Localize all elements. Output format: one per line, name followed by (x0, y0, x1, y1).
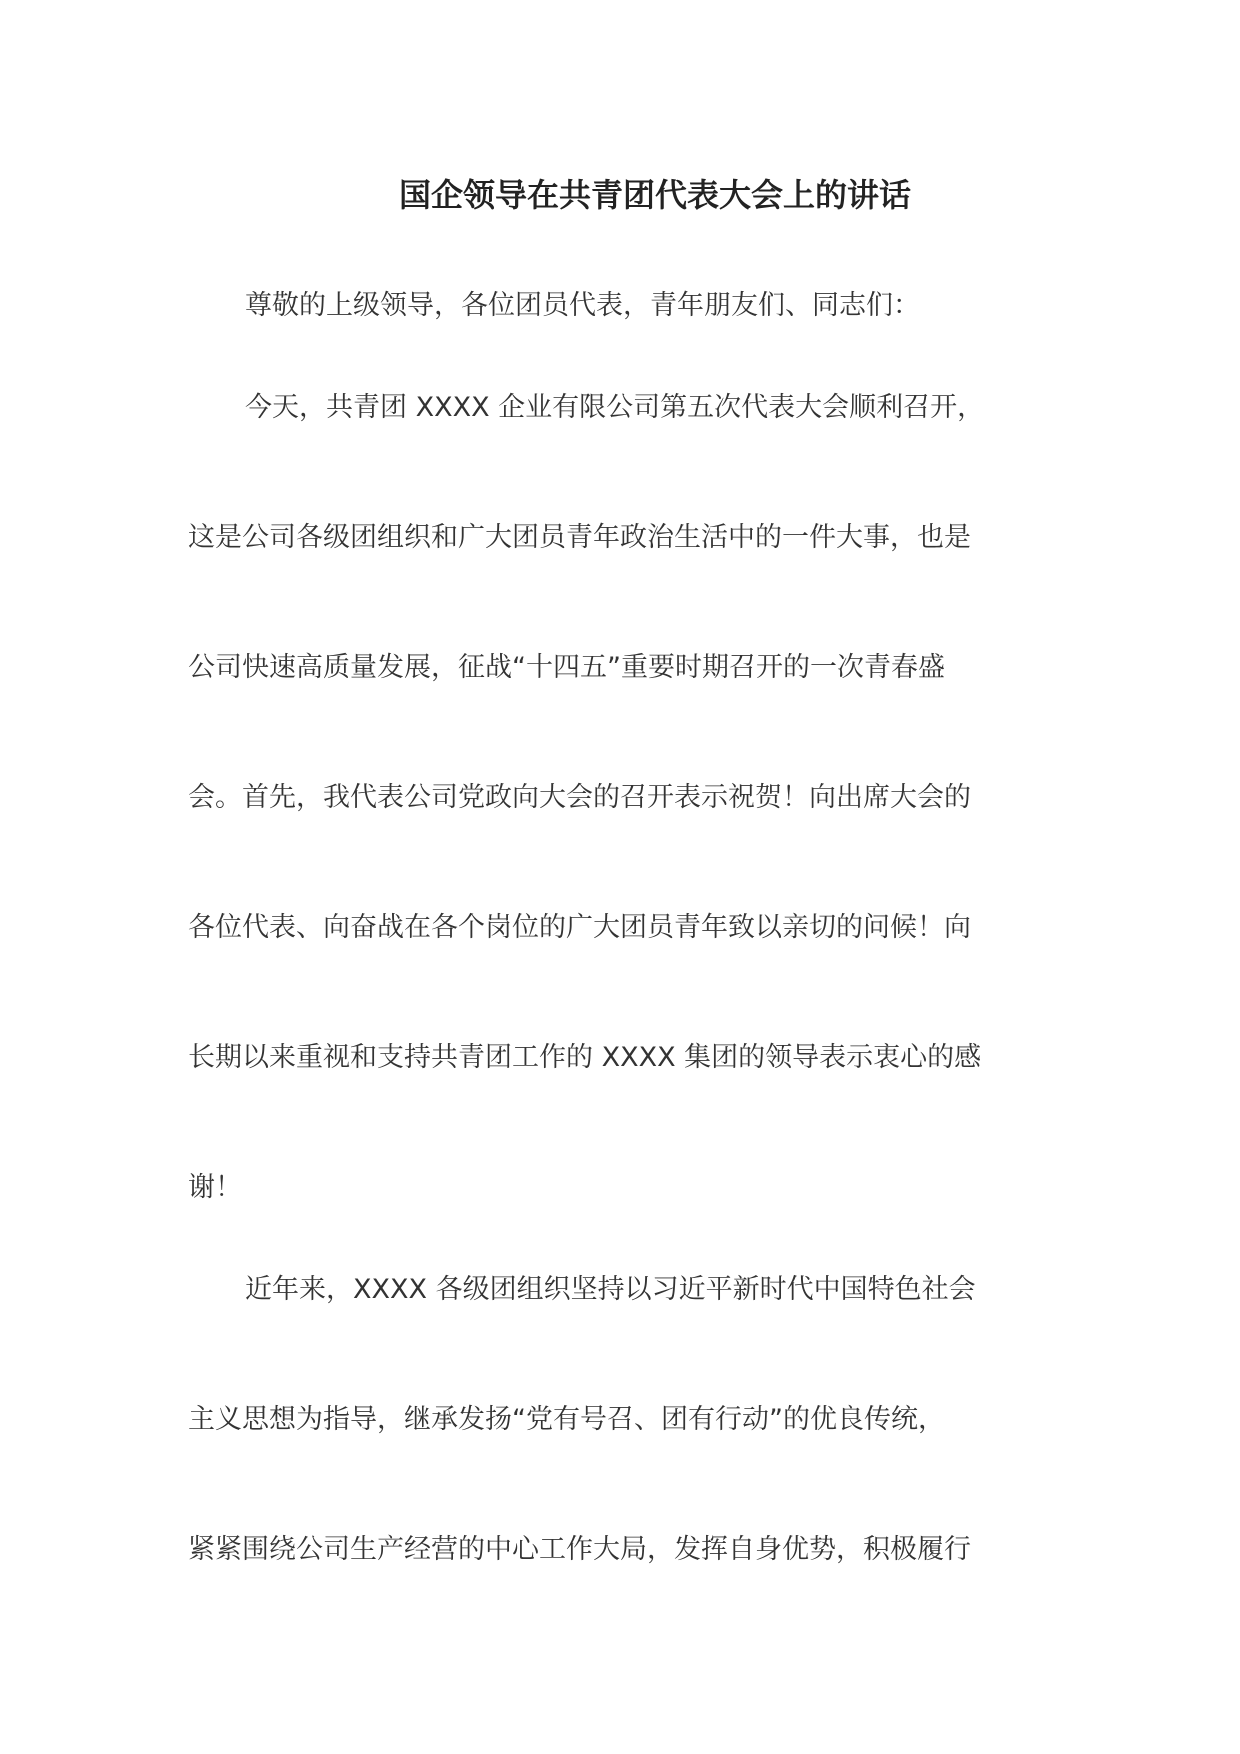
paragraph-1-line-1: 今天，共青团 XXXX 企业有限公司第五次代表大会顺利召开， (245, 392, 985, 423)
paragraph-2-line-2: 主义思想为指导，继承发扬“党有号召、团有行动”的优良传统， (188, 1404, 945, 1435)
paragraph-2-line-1: 近年来，XXXX 各级团组织坚持以习近平新时代中国特色社会 (245, 1274, 976, 1305)
paragraph-1-line-5: 各位代表、向奋战在各个岗位的广大团员青年致以亲切的问候！向 (188, 912, 971, 943)
paragraph-1-line-2: 这是公司各级团组织和广大团员青年政治生活中的一件大事，也是 (188, 522, 971, 553)
paragraph-1-line-4: 会。首先，我代表公司党政向大会的召开表示祝贺！向出席大会的 (188, 782, 971, 813)
document-title: 国企领导在共青团代表大会上的讲话 (398, 176, 911, 214)
paragraph-2-line-3: 紧紧围绕公司生产经营的中心工作大局，发挥自身优势，积极履行 (188, 1534, 971, 1565)
paragraph-1-line-3: 公司快速高质量发展，征战“十四五”重要时期召开的一次青春盛 (188, 652, 945, 683)
greeting-line: 尊敬的上级领导，各位团员代表，青年朋友们、同志们： (245, 290, 920, 321)
paragraph-1-line-6: 长期以来重视和支持共青团工作的 XXXX 集团的领导表示衷心的感 (188, 1042, 982, 1073)
paragraph-1-line-7: 谢！ (188, 1172, 242, 1203)
